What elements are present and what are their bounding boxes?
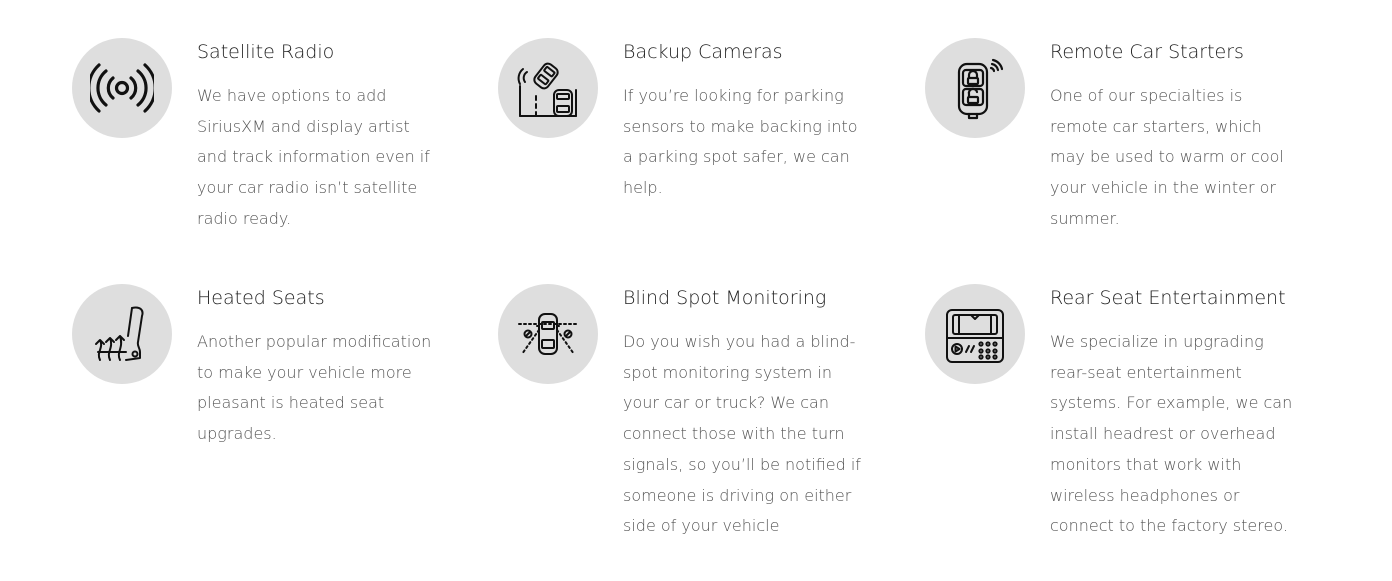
feature-description: One of our specialties is remote car starters, which may be used to warm or cool your vehicle in the winter or summer. [1050,86,1284,228]
feature-description: Another popular modification to make your vehicle more pleasant is heated seat upgrades. [197,332,432,444]
backup-camera-icon [498,38,598,138]
remote-starter-icon [925,38,1025,138]
feature-text [1050,284,1300,542]
feature-title: Rear Seat Entertainment [1050,287,1286,309]
feature-description: We specialize in upgrading rear-seat entertainment systems. For example, we can install headrest or overhead monitors that work with wireless headphones or connect to the factory stereo. [1050,332,1293,536]
heated-seat-icon [72,284,172,384]
feature-text [623,38,868,204]
feature-title: Blind Spot Monitoring [623,287,827,309]
feature-text [1050,38,1295,235]
feature-description: If you’re looking for parking sensors to make backing into a parking spot safer, we can help. [623,86,858,198]
feature-title: Heated Seats [197,287,325,309]
feature-title: Remote Car Starters [1050,41,1244,63]
feature-text [197,38,442,235]
feature-title: Satellite Radio [197,41,335,63]
blind-spot-icon [498,284,598,384]
rear-seat-entertainment-icon [925,284,1025,384]
feature-description: Do you wish you had a blind-spot monitoring system in your car or truck? We can connect those with the turn signals, so you’ll be notified if someone is driving on either side of your vehicle [623,332,861,536]
feature-text [197,284,442,450]
feature-text [623,284,868,542]
feature-title: Backup Cameras [623,41,783,63]
feature-description: We have options to add SiriusXM and display artist and track information even if your car radio isn’t satellite radio ready. [197,86,430,228]
satellite-radio-icon [72,38,172,138]
